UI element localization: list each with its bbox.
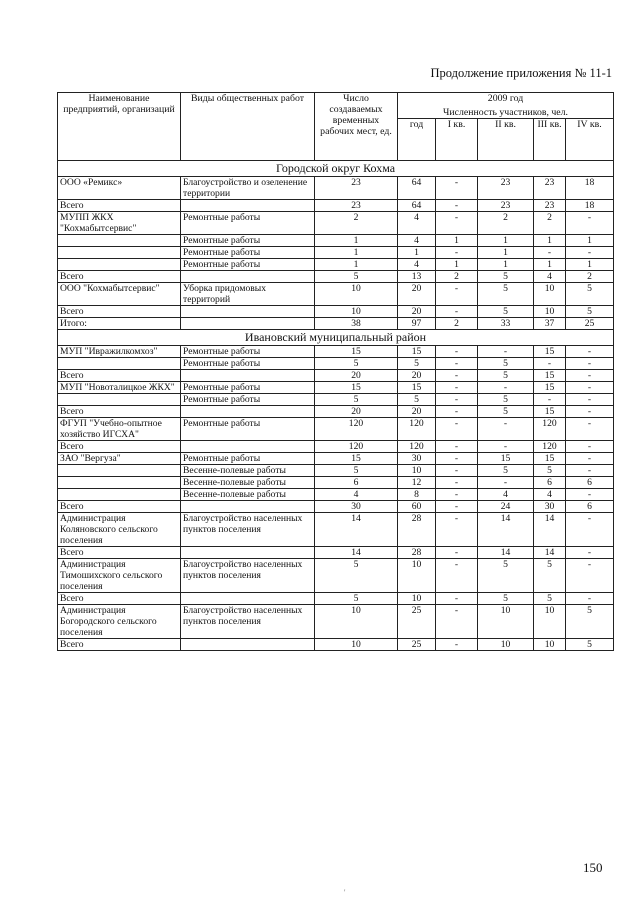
- table-row: [58, 477, 614, 489]
- cell-q2: 5: [478, 593, 534, 605]
- cell-kind: Ремонтные работы: [181, 259, 315, 271]
- cell-kind: Ремонтные работы: [181, 453, 315, 465]
- cell-name: Итого:: [58, 318, 181, 330]
- cell-year: 64: [398, 177, 436, 200]
- cell-q2: 5: [478, 394, 534, 406]
- table-row: [58, 370, 614, 382]
- cell-year: 4: [398, 259, 436, 271]
- cell-jobs: 14: [315, 547, 398, 559]
- cell-name: [58, 489, 181, 501]
- cell-q4: -: [566, 212, 614, 235]
- cell-q3: 5: [534, 465, 566, 477]
- page-caption: Продолжение приложения № 11-1: [430, 66, 612, 80]
- cell-q2: 5: [478, 465, 534, 477]
- cell-q4: -: [566, 547, 614, 559]
- header-kind: Виды общественных работ: [181, 93, 315, 161]
- cell-kind: Благоустройство населенных пунктов поселения: [181, 605, 315, 639]
- cell-name: МУП "Ивражилкомхоз": [58, 346, 181, 358]
- cell-q1: -: [436, 370, 478, 382]
- cell-jobs: 5: [315, 593, 398, 605]
- cell-kind: Весенне-полевые работы: [181, 489, 315, 501]
- cell-jobs: 5: [315, 271, 398, 283]
- section-header-row: [58, 330, 614, 346]
- cell-q1: -: [436, 382, 478, 394]
- public-works-table: [57, 92, 614, 651]
- table-row: [58, 605, 614, 639]
- cell-year: 10: [398, 593, 436, 605]
- table-body: [58, 161, 614, 651]
- cell-kind: [181, 318, 315, 330]
- table-row: [58, 247, 614, 259]
- cell-q3: 10: [534, 283, 566, 306]
- cell-year: 10: [398, 465, 436, 477]
- scan-mark: ': [344, 888, 346, 897]
- table-row: [58, 593, 614, 605]
- cell-q1: -: [436, 605, 478, 639]
- cell-name: [58, 235, 181, 247]
- cell-kind: Ремонтные работы: [181, 235, 315, 247]
- cell-q3: 23: [534, 177, 566, 200]
- cell-q4: 18: [566, 200, 614, 212]
- cell-q3: 120: [534, 441, 566, 453]
- cell-kind: Ремонтные работы: [181, 418, 315, 441]
- cell-q3: 120: [534, 418, 566, 441]
- cell-q3: 14: [534, 547, 566, 559]
- cell-q4: 25: [566, 318, 614, 330]
- cell-name: Всего: [58, 639, 181, 651]
- cell-jobs: 120: [315, 418, 398, 441]
- cell-name: Администрация Тимошихского сельского поселения: [58, 559, 181, 593]
- cell-q3: 1: [534, 259, 566, 271]
- header-jobs: Число создаваемых временных рабочих мест, ед.: [315, 93, 398, 161]
- cell-jobs: 10: [315, 306, 398, 318]
- cell-year: 30: [398, 453, 436, 465]
- cell-q2: 5: [478, 271, 534, 283]
- cell-name: Всего: [58, 271, 181, 283]
- table-row: [58, 259, 614, 271]
- cell-q3: 5: [534, 593, 566, 605]
- cell-q3: 15: [534, 453, 566, 465]
- cell-q1: -: [436, 358, 478, 370]
- cell-q2: 1: [478, 247, 534, 259]
- cell-year: 64: [398, 200, 436, 212]
- table-row: [58, 453, 614, 465]
- cell-q2: 14: [478, 513, 534, 547]
- cell-name: Всего: [58, 306, 181, 318]
- cell-q2: -: [478, 441, 534, 453]
- cell-year: 1: [398, 247, 436, 259]
- cell-kind: [181, 271, 315, 283]
- cell-name: МУП "Новоталицкое ЖКХ": [58, 382, 181, 394]
- cell-year: 4: [398, 212, 436, 235]
- cell-kind: [181, 200, 315, 212]
- cell-kind: Ремонтные работы: [181, 394, 315, 406]
- cell-q1: -: [436, 465, 478, 477]
- table-row: [58, 489, 614, 501]
- cell-jobs: 10: [315, 639, 398, 651]
- cell-name: [58, 358, 181, 370]
- cell-q1: -: [436, 441, 478, 453]
- cell-q1: 2: [436, 271, 478, 283]
- cell-name: Администрация Коляновского сельского поселения: [58, 513, 181, 547]
- cell-jobs: 5: [315, 465, 398, 477]
- cell-q2: 5: [478, 358, 534, 370]
- cell-q4: -: [566, 358, 614, 370]
- cell-q4: -: [566, 382, 614, 394]
- cell-year: 120: [398, 441, 436, 453]
- cell-name: Всего: [58, 547, 181, 559]
- table-row: [58, 318, 614, 330]
- cell-year: 28: [398, 547, 436, 559]
- table-row: [58, 177, 614, 200]
- cell-year: 15: [398, 382, 436, 394]
- cell-kind: Весенне-полевые работы: [181, 465, 315, 477]
- header-q1: I кв.: [436, 119, 478, 161]
- cell-name: ЗАО "Вергуза": [58, 453, 181, 465]
- cell-q2: 5: [478, 559, 534, 593]
- cell-year: 28: [398, 513, 436, 547]
- cell-kind: [181, 501, 315, 513]
- cell-jobs: 120: [315, 441, 398, 453]
- cell-q4: -: [566, 453, 614, 465]
- cell-q3: 10: [534, 605, 566, 639]
- cell-year: 15: [398, 346, 436, 358]
- cell-q3: 15: [534, 382, 566, 394]
- cell-q4: 5: [566, 639, 614, 651]
- cell-q2: 14: [478, 547, 534, 559]
- cell-name: [58, 394, 181, 406]
- table-row: [58, 547, 614, 559]
- table-row: [58, 559, 614, 593]
- cell-q4: -: [566, 247, 614, 259]
- cell-q3: 15: [534, 370, 566, 382]
- cell-q3: 10: [534, 306, 566, 318]
- cell-name: [58, 259, 181, 271]
- cell-q3: 30: [534, 501, 566, 513]
- table-row: [58, 418, 614, 441]
- cell-q3: -: [534, 247, 566, 259]
- section-title: Ивановский муниципальный район: [58, 330, 614, 346]
- cell-jobs: 30: [315, 501, 398, 513]
- cell-jobs: 38: [315, 318, 398, 330]
- cell-jobs: 10: [315, 605, 398, 639]
- cell-jobs: 1: [315, 259, 398, 271]
- cell-q1: -: [436, 406, 478, 418]
- cell-kind: [181, 639, 315, 651]
- cell-q4: 1: [566, 235, 614, 247]
- cell-q3: 10: [534, 639, 566, 651]
- cell-q2: 5: [478, 370, 534, 382]
- cell-q1: -: [436, 593, 478, 605]
- cell-jobs: 2: [315, 212, 398, 235]
- cell-year: 20: [398, 306, 436, 318]
- cell-q4: 5: [566, 605, 614, 639]
- cell-q1: -: [436, 200, 478, 212]
- cell-kind: Ремонтные работы: [181, 358, 315, 370]
- cell-name: Всего: [58, 441, 181, 453]
- cell-kind: [181, 306, 315, 318]
- cell-q4: -: [566, 465, 614, 477]
- cell-q2: 10: [478, 605, 534, 639]
- cell-jobs: 5: [315, 358, 398, 370]
- cell-q2: 24: [478, 501, 534, 513]
- cell-kind: [181, 370, 315, 382]
- header-q3: III кв.: [534, 119, 566, 161]
- cell-year: 10: [398, 559, 436, 593]
- cell-q2: -: [478, 418, 534, 441]
- cell-q1: -: [436, 346, 478, 358]
- cell-year: 13: [398, 271, 436, 283]
- header-q2: II кв.: [478, 119, 534, 161]
- header-name: Наименование предприятий, организаций: [58, 93, 181, 161]
- cell-q3: 2: [534, 212, 566, 235]
- cell-jobs: 15: [315, 382, 398, 394]
- cell-q1: 1: [436, 235, 478, 247]
- cell-year: 25: [398, 605, 436, 639]
- table-row: [58, 283, 614, 306]
- cell-q3: 23: [534, 200, 566, 212]
- cell-q1: 1: [436, 259, 478, 271]
- cell-q4: -: [566, 513, 614, 547]
- cell-jobs: 20: [315, 406, 398, 418]
- cell-name: ООО "Кохмабытсервис": [58, 283, 181, 306]
- cell-name: Всего: [58, 370, 181, 382]
- cell-name: ФГУП "Учебно-опытное хозяйство ИГСХА": [58, 418, 181, 441]
- cell-q1: -: [436, 559, 478, 593]
- cell-kind: Благоустройство и озеленение территории: [181, 177, 315, 200]
- cell-q3: 15: [534, 346, 566, 358]
- cell-q3: -: [534, 358, 566, 370]
- table-row: [58, 235, 614, 247]
- cell-q4: 6: [566, 477, 614, 489]
- cell-q4: -: [566, 593, 614, 605]
- cell-q1: -: [436, 177, 478, 200]
- cell-jobs: 20: [315, 370, 398, 382]
- header-year: год: [398, 119, 436, 161]
- cell-q3: 6: [534, 477, 566, 489]
- cell-q2: 23: [478, 177, 534, 200]
- cell-jobs: 4: [315, 489, 398, 501]
- cell-q4: 5: [566, 283, 614, 306]
- cell-year: 8: [398, 489, 436, 501]
- cell-q4: 1: [566, 259, 614, 271]
- cell-year: 4: [398, 235, 436, 247]
- cell-q1: -: [436, 639, 478, 651]
- cell-q4: -: [566, 559, 614, 593]
- table-row: [58, 306, 614, 318]
- cell-q1: -: [436, 283, 478, 306]
- cell-q2: 5: [478, 406, 534, 418]
- table-row: [58, 465, 614, 477]
- cell-name: ООО «Ремикс»: [58, 177, 181, 200]
- cell-q2: 23: [478, 200, 534, 212]
- cell-q4: -: [566, 346, 614, 358]
- cell-q4: -: [566, 406, 614, 418]
- cell-kind: Благоустройство населенных пунктов поселения: [181, 513, 315, 547]
- table-row: [58, 406, 614, 418]
- cell-q4: 6: [566, 501, 614, 513]
- cell-jobs: 10: [315, 283, 398, 306]
- table-header: [58, 93, 614, 161]
- cell-year: 120: [398, 418, 436, 441]
- cell-q4: -: [566, 418, 614, 441]
- cell-q2: 10: [478, 639, 534, 651]
- cell-year: 12: [398, 477, 436, 489]
- cell-q4: 18: [566, 177, 614, 200]
- cell-name: Всего: [58, 593, 181, 605]
- cell-jobs: 5: [315, 394, 398, 406]
- cell-q4: -: [566, 489, 614, 501]
- cell-q3: 15: [534, 406, 566, 418]
- cell-q2: 2: [478, 212, 534, 235]
- cell-year: 5: [398, 358, 436, 370]
- cell-q1: -: [436, 453, 478, 465]
- cell-jobs: 1: [315, 247, 398, 259]
- table-row: [58, 441, 614, 453]
- cell-kind: Уборка придомовых территорий: [181, 283, 315, 306]
- table-row: [58, 513, 614, 547]
- cell-q2: 1: [478, 235, 534, 247]
- cell-q2: 4: [478, 489, 534, 501]
- table-row: [58, 200, 614, 212]
- cell-q1: -: [436, 306, 478, 318]
- cell-jobs: 14: [315, 513, 398, 547]
- cell-kind: Благоустройство населенных пунктов поселения: [181, 559, 315, 593]
- cell-jobs: 23: [315, 200, 398, 212]
- cell-q4: -: [566, 370, 614, 382]
- header-year-title: 2009 год: [398, 93, 614, 107]
- cell-q1: -: [436, 394, 478, 406]
- cell-q1: -: [436, 513, 478, 547]
- cell-kind: [181, 547, 315, 559]
- cell-q3: -: [534, 394, 566, 406]
- cell-kind: Ремонтные работы: [181, 212, 315, 235]
- cell-q2: -: [478, 477, 534, 489]
- cell-jobs: 23: [315, 177, 398, 200]
- section-header-row: [58, 161, 614, 177]
- table-row: [58, 501, 614, 513]
- cell-year: 20: [398, 283, 436, 306]
- table-row: [58, 271, 614, 283]
- cell-kind: [181, 441, 315, 453]
- table-row: [58, 639, 614, 651]
- table-row: [58, 394, 614, 406]
- cell-name: [58, 465, 181, 477]
- cell-q2: 15: [478, 453, 534, 465]
- cell-jobs: 15: [315, 346, 398, 358]
- cell-q1: -: [436, 477, 478, 489]
- cell-q1: -: [436, 418, 478, 441]
- table-row: [58, 358, 614, 370]
- cell-name: [58, 247, 181, 259]
- cell-jobs: 1: [315, 235, 398, 247]
- cell-q2: -: [478, 346, 534, 358]
- header-q4: IV кв.: [566, 119, 614, 161]
- header-participants: Численность участников, чел.: [398, 107, 614, 119]
- cell-year: 60: [398, 501, 436, 513]
- cell-kind: [181, 406, 315, 418]
- cell-q2: 33: [478, 318, 534, 330]
- cell-q1: -: [436, 547, 478, 559]
- cell-q3: 37: [534, 318, 566, 330]
- cell-q1: 2: [436, 318, 478, 330]
- cell-name: [58, 477, 181, 489]
- cell-q2: 1: [478, 259, 534, 271]
- cell-q1: -: [436, 489, 478, 501]
- cell-kind: Ремонтные работы: [181, 346, 315, 358]
- cell-name: Всего: [58, 501, 181, 513]
- cell-q2: -: [478, 382, 534, 394]
- cell-q2: 5: [478, 283, 534, 306]
- cell-year: 20: [398, 406, 436, 418]
- cell-kind: Ремонтные работы: [181, 382, 315, 394]
- cell-q1: -: [436, 501, 478, 513]
- table-row: [58, 346, 614, 358]
- cell-q4: -: [566, 441, 614, 453]
- cell-q2: 5: [478, 306, 534, 318]
- cell-q4: 2: [566, 271, 614, 283]
- section-title: Городской округ Кохма: [58, 161, 614, 177]
- table-row: [58, 212, 614, 235]
- table-row: [58, 382, 614, 394]
- cell-q4: -: [566, 394, 614, 406]
- page-number: 150: [583, 860, 603, 875]
- cell-q1: -: [436, 247, 478, 259]
- cell-kind: Ремонтные работы: [181, 247, 315, 259]
- cell-q3: 14: [534, 513, 566, 547]
- cell-kind: Весенне-полевые работы: [181, 477, 315, 489]
- cell-name: Администрация Богородского сельского поселения: [58, 605, 181, 639]
- cell-jobs: 15: [315, 453, 398, 465]
- cell-year: 5: [398, 394, 436, 406]
- cell-q3: 4: [534, 271, 566, 283]
- cell-name: Всего: [58, 406, 181, 418]
- cell-q3: 1: [534, 235, 566, 247]
- cell-q4: 5: [566, 306, 614, 318]
- cell-q3: 5: [534, 559, 566, 593]
- cell-year: 20: [398, 370, 436, 382]
- cell-name: МУПП ЖКХ "Кохмабытсервис": [58, 212, 181, 235]
- cell-jobs: 6: [315, 477, 398, 489]
- cell-kind: [181, 593, 315, 605]
- cell-jobs: 5: [315, 559, 398, 593]
- cell-q1: -: [436, 212, 478, 235]
- cell-year: 25: [398, 639, 436, 651]
- cell-q3: 4: [534, 489, 566, 501]
- cell-year: 97: [398, 318, 436, 330]
- cell-name: Всего: [58, 200, 181, 212]
